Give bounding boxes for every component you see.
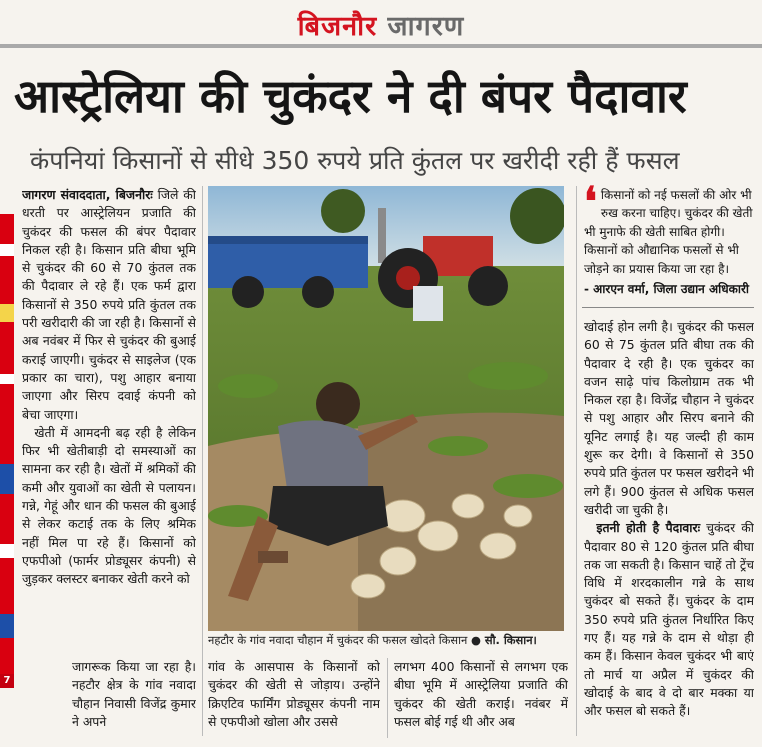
pull-quote [584, 178, 754, 298]
column-rule [576, 186, 577, 736]
advert-strip [0, 214, 14, 686]
advert-number: 7 [0, 674, 14, 688]
article-column-3: लगभग 400 किसानों से लगभग एक बीघा भूमि में आस्ट्रेलिया प्रजाति की चुकंदर की खेती कराई। नवंबर में फसल बोई गई थी और अब [394, 659, 568, 729]
article-para-1: जिले की धरती पर आस्ट्रेलियन प्रजाति की चुकंदर की फसल की बंपर पैदावार निकल रही है। किसान प्रति बीघा भूमि से चुकंदर की 60 से 70 कुंतल तक की पैदावार ले रहे हैं। एक फर्म द्वारा किसानों से 350 रुपये प्रति कुंतल तक परी खरीदारी की जा रही है। किसानों से अब नवंबर में फिर से चुकंदर की बुआई कराई जाएगी। चुकंदर से साइलेज (एक प्रकार का चारा), पशु आहार बनाया जाएगा और सिरप दवाई कंपनी को बेचा जाएगा। [22, 187, 196, 422]
newspaper-brand [0, 6, 762, 43]
column-rule [387, 658, 388, 738]
photo-caption [208, 632, 564, 648]
photo-credit: ● सौ. किसान। [471, 633, 537, 647]
masthead-rule [0, 44, 762, 48]
column-rule [202, 186, 203, 736]
brand-name: जागरण [387, 11, 465, 42]
quote-mark-icon: ❛ [584, 178, 597, 225]
masthead [0, 0, 762, 48]
quote-divider [582, 307, 754, 308]
headline: आस्ट्रेलिया की चुकंदर ने दी बंपर पैदावार [14, 69, 687, 123]
brand-city: बिजनौर [297, 11, 378, 42]
dateline: जागरण संवाददाता, बिजनौरः [22, 187, 153, 202]
quote-text: किसानों को नई फसलों की ओर भी रुख करना चाहिए। चुकंदर की खेती भी मुनाफे की खेती साबित होगी। किसानों को औद्यानिक फसलों से भी जोड़ने का प्रयास किया जा रहा है। [584, 188, 753, 276]
article-col4-para-2: चुकंदर की पैदावार 80 से 120 कुंतल प्रति बीघा तक जा सकती है। किसान चाहें तो ट्रेंच विधि में शरदकालीन गन्ने के साथ चुकंदर बो सकते हैं। चुकंदर के दाम 350 रुपये प्रति कुंतल निर्धारित किए गए हैं। यह गन्ने के दाम से थोड़ा ही कम हैं। किसान केवल चुकंदर भी बाएं तो मार्च या अप्रैल में चुकंदर की खोदाई के बाद वे दो बार मक्का या और फसल बो सकते हैं। [584, 520, 754, 719]
photo-caption-text: नहटौर के गांव नवादा चौहान में चुकंदर की फसल खोदते किसान [208, 633, 468, 647]
article-para-2: खेती में आमदनी बढ़ रही है लेकिन फिर भी खेतीबाड़ी दो समस्याओं का सामना कर रही है। खेतों में श्रमिकों की कमी और युवाओं का खेती से पलायन। गन्ने, गेहूं और धान की फसल की बुआई से लेकर कटाई तक के लिए श्रमिक नहीं मिल पा रहे हैं। किसानों को एफपीओ (फार्मर प्रोड्यूसर कंपनी) से जुड़कर क्लस्टर बनाकर खेती करने को [22, 424, 196, 587]
article-column-2: गांव के आसपास के किसानों को चुकंदर की खेती से जोड़ाय। उन्होंने क्रिएटिव फार्मिंग प्रोड्यूसर कंपनी नाम से एफपीओ खोला और उससे [208, 659, 380, 729]
quote-attribution: - आरएन वर्मा, जिला उद्यान अधिकारी [584, 282, 750, 297]
subhead-yield: इतनी होती है पैदावारः [596, 520, 701, 536]
article-column-1-tail: जागरूक किया जा रहा है। नहटौर क्षेत्र के गांव नवादा चौहान निवासी विजेंद्र कुमार ने अपने [72, 659, 196, 729]
article-column-4 [584, 318, 754, 738]
subheadline: कंपनियां किसानों से सीधे 350 रुपये प्रति कुंतल पर खरीदी रही हैं फसल [30, 146, 680, 175]
photo-farmer-beetroot [208, 186, 564, 631]
article-col4-para-1: खोदाई होन लगी है। चुकंदर की फसल 60 से 75 कुंतल प्रति बीघा तक की पैदावार दे रही है। एक चुकंदर का वजन साढ़े पांच किलोग्राम तक भी निकल रहा है। विजेंद्र चौहान ने चुकंदर से पशु आहार और सिरप बनाने की यूनिट लगाई है। यह जल्दी ही काम शुरू कर देगी। वे किसानों से 350 रुपये प्रति कुंतल पर फसल खरीदने भी लगे हैं। 900 कुंतल से अधिक फसल खरीदी जा चुकी है। [584, 319, 754, 517]
article-column-1 [22, 186, 196, 656]
